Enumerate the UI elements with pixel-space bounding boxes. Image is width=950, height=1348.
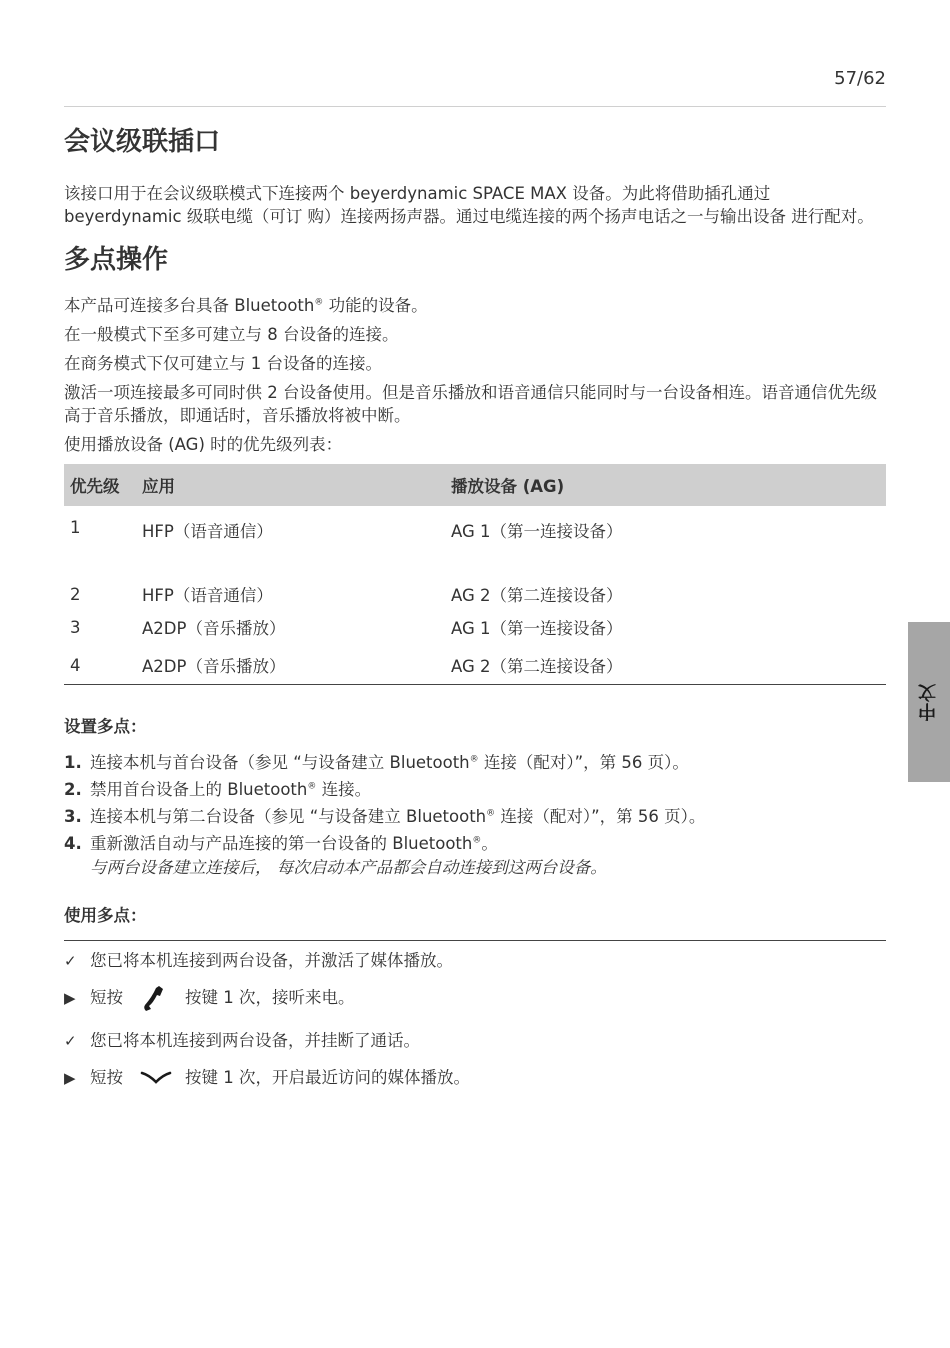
language-tab-label: 中文 [918,683,939,721]
table-cell: AG 2（第二连接设备） [445,646,886,685]
action-item [64,983,886,1013]
use-multipoint-heading: 使用多点： [64,906,147,925]
registered-mark: ® [314,297,324,308]
table-cell: AG 1（第一连接设备） [451,522,623,541]
multipoint-paragraph-4: 激活一项连接最多可同时供 2 台设备使用。但是音乐播放和语音通信只能同时与一台设备相连。语音通信优先级高于音乐播放，即通话时，音乐播放将被中断。 [64,383,877,425]
table-header-row [64,464,886,506]
step-text: 重新激活自动与产品连接的第一台设备的 Bluetooth®。 与两台设备建立连接后， 每次启动本产品都会自动连接到这两台设备。 [90,832,607,880]
table-cell: HFP（语音通信） [142,586,273,605]
play-arrow-icon: ▶ [64,1069,76,1087]
table-cell: 3 [70,617,81,637]
table-row [64,564,886,608]
multipoint-paragraph-5: 使用播放设备 (AG) 时的优先级列表： [64,435,343,454]
setup-steps-list [64,751,886,880]
action-text: 按键 1 次，接听来电。 [185,988,355,1007]
table-cell: AG 2（第二连接设备） [451,586,623,605]
table-cell: 2 [70,584,81,604]
step-text: 连接本机与首台设备（参见 “与设备建立 Bluetooth® 连接（配对）”，第 56 页）。 [90,753,689,772]
step-text: 禁用首台设备上的 Bluetooth® 连接。 [90,780,372,799]
step-result-note: 与两台设备建立连接后， 每次启动本产品都会自动连接到这两台设备。 [90,858,607,877]
table-cell: A2DP（音乐播放） [136,646,445,685]
play-arrow-icon: ▶ [64,989,76,1007]
multipoint-paragraph-3: 在商务模式下仅可建立与 1 台设备的连接。 [64,354,382,373]
multipoint-paragraph-2: 在一般模式下至多可建立与 8 台设备的连接。 [64,325,399,344]
action-text: 按键 1 次，开启最近访问的媒体播放。 [185,1068,470,1087]
page-number: 57/62 [834,68,886,89]
list-item [64,778,886,802]
table-cell: 4 [64,646,136,685]
multipoint-paragraph-1: 本产品可连接多台具备 Bluetooth® 功能的设备。 [64,296,428,315]
setup-multipoint-heading: 设置多点： [64,717,147,736]
list-item [64,805,886,829]
step-number: 3. [64,807,82,826]
phone-key-icon [139,983,173,1013]
table-header-audio-gateway: 播放设备 (AG) [451,477,565,496]
section-title-cascade-port: 会议级联插口 [64,127,221,157]
list-item [64,751,886,775]
page-content [64,118,886,1109]
table-row [64,608,886,646]
cascade-port-description: 该接口用于在会议级联模式下连接两个 beyerdynamic SPACE MAX 设备。为此将借助插孔通过 beyerdynamic 级联电缆（可订 购）连接两扬声器。通过电缆连接的两个扬声电话之一与输出设备 进行配对。 [64,184,874,226]
precondition-text: 您已将本机连接到两台设备，并激活了媒体播放。 [90,951,453,970]
list-item [64,832,886,880]
action-item [64,1063,886,1093]
chevron-key-icon [139,1063,173,1093]
table-header-application: 应用 [142,477,175,496]
checkmark-icon: ✓ [64,1032,77,1050]
table-cell: A2DP（音乐播放） [142,619,286,638]
precondition-item [64,1029,886,1053]
section-divider [64,940,886,941]
table-row [64,506,886,564]
step-number: 4. [64,834,82,853]
table-cell: HFP（语音通信） [142,522,273,541]
table-cell: AG 1（第一连接设备） [451,619,623,638]
table-header-priority: 优先级 [70,477,120,496]
precondition-text: 您已将本机连接到两台设备，并挂断了通话。 [90,1031,420,1050]
step-text: 连接本机与第二台设备（参见 “与设备建立 Bluetooth® 连接（配对）”，第 56 页）。 [90,807,706,826]
step-number: 1. [64,753,82,772]
table-row [64,646,886,685]
use-instructions [64,949,886,1093]
step-number: 2. [64,780,82,799]
action-prefix: 短按 [90,988,123,1007]
language-tab [908,622,950,782]
checkmark-icon: ✓ [64,952,77,970]
precondition-item [64,949,886,973]
section-title-multipoint: 多点操作 [64,245,169,275]
table-cell: 1 [70,518,81,537]
action-prefix: 短按 [90,1068,123,1087]
header-divider [64,106,886,107]
priority-table [64,464,886,685]
